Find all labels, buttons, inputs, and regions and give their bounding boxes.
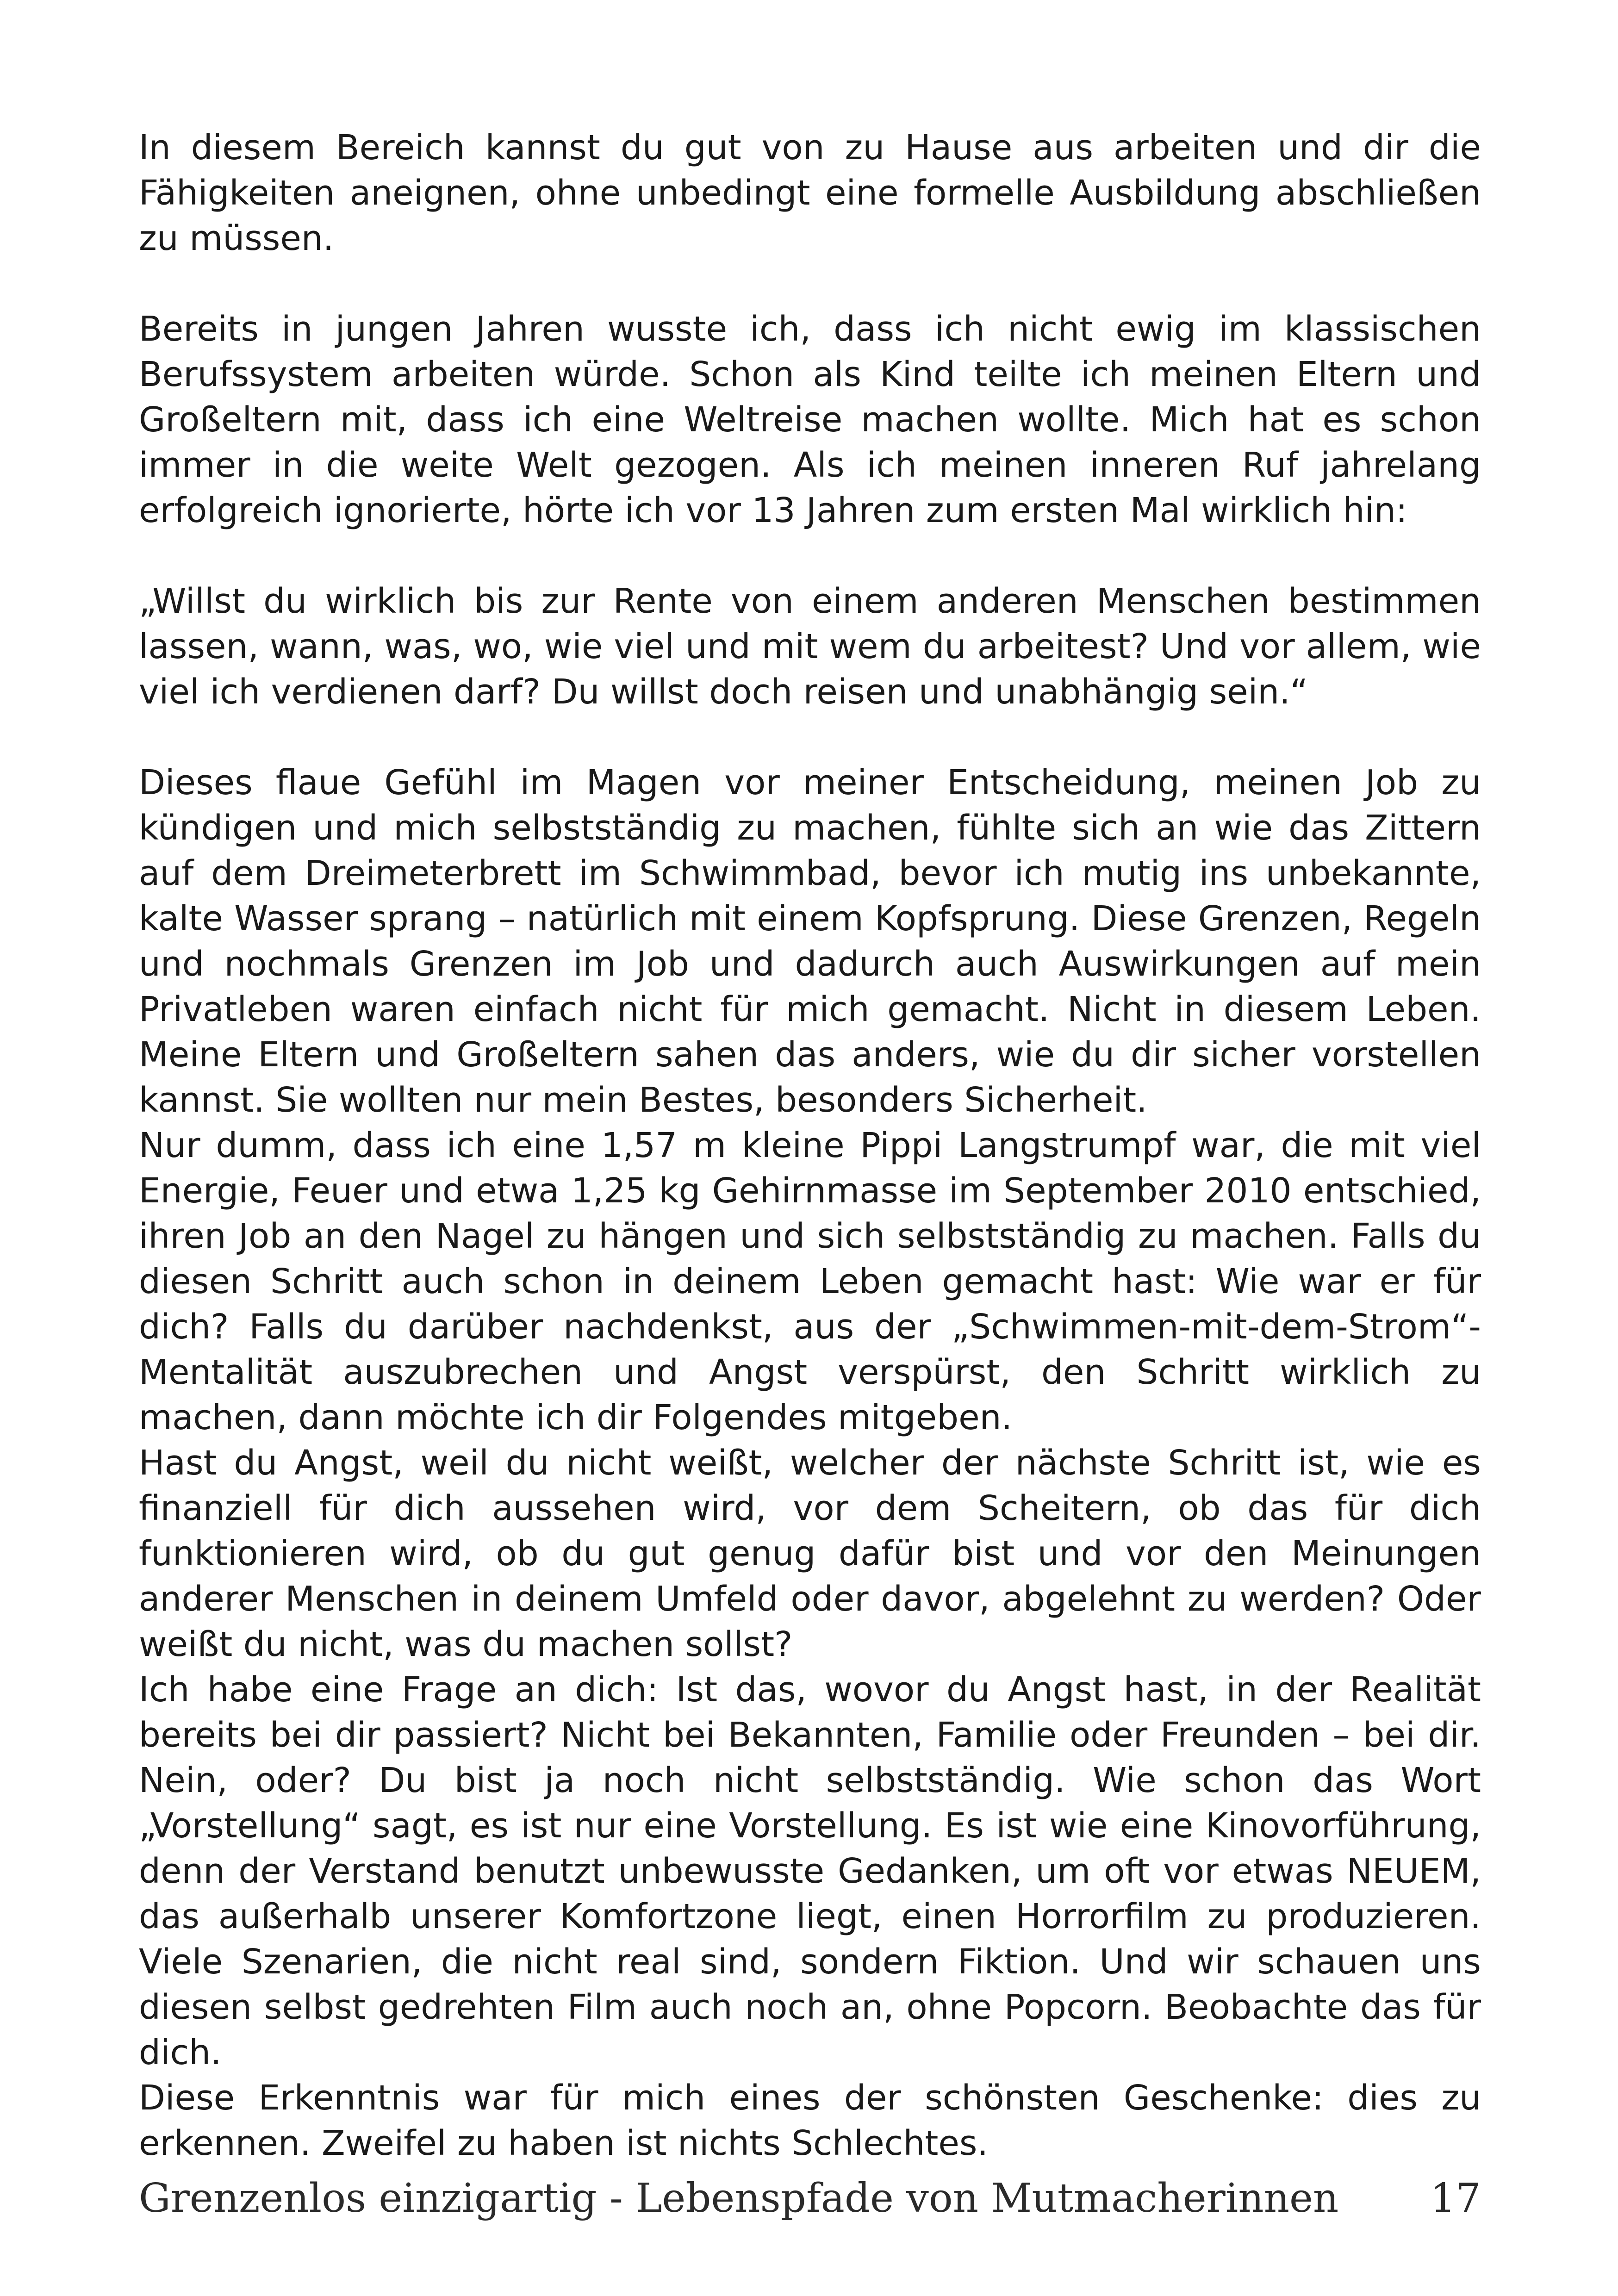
page-number: 17 [1430, 2175, 1481, 2221]
paragraph-career: Bereits in jungen Jahren wusste ich, dass ich nicht ewig im klassischen Berufssystem arbeiten würde. Schon als Kind teilte ich meinen Eltern und Großeltern mit, dass ich eine Weltreise machen wollte. Mich hat es schon immer in die weite Welt gezogen. Als ich meinen inneren Ruf jahrelang erfolgreich ignorierte, hörte ich vor 13 Jahren zum ersten Mal wirklich hin: [139, 309, 1481, 530]
paragraph-decision: Dieses flaue Gefühl im Magen vor meiner Entscheidung, meinen Job zu kündigen und mich selbstständig zu machen, fühlte sich an wie das Zittern auf dem Dreimeterbrett im Schwimmbad, bevor ich mutig ins unbekannte, kalte Wasser sprang – natürlich mit einem Kopfsprung. Diese Grenzen, Regeln und nochmals Grenzen im Job und dadurch auch Auswirkungen auf mein Privatleben waren einfach nicht für mich gemacht. Nicht in diesem Leben. Meine Eltern und Großeltern sahen das anders, wie du dir sicher vorstellen kannst. Sie wollten nur mein Bestes, besonders Sicherheit. [139, 763, 1481, 1120]
body-text [139, 125, 1481, 2166]
book-title: Grenzenlos einzigartig - Lebenspfade von Mutmacherinnen [139, 2175, 1339, 2221]
paragraph-insight: Diese Erkenntnis war für mich eines der schönsten Geschenke: dies zu erkennen. Zweifel zu haben ist nichts Schlechtes. [139, 2078, 1481, 2163]
paragraph-pippi: Nur dumm, dass ich eine 1,57 m kleine Pippi Langstrumpf war, die mit viel Energie, Feuer und etwa 1,25 kg Gehirnmasse im September 2010 entschied, ihren Job an den Nagel zu hängen und sich selbstständig zu machen. Falls du diesen Schritt auch schon in deinem Leben gemacht hast: Wie war er für dich? Falls du darüber nachdenkst, aus der „Schwimmen-mit-dem-Strom“-Mentalität auszubrechen und Angst verspürst, den Schritt wirklich zu machen, dann möchte ich dir Folgendes mitgeben. [139, 1126, 1481, 1437]
page-footer [139, 2171, 1481, 2226]
paragraph-intro: In diesem Bereich kannst du gut von zu Hause aus arbeiten und dir die Fähigkeiten aneignen, ohne unbedingt eine formelle Ausbildung abschließen zu müssen. [139, 128, 1481, 258]
paragraph-quote: „Willst du wirklich bis zur Rente von einem anderen Menschen bestimmen lassen, wann, was, wo, wie viel und mit wem du arbeitest? Und vor allem, wie viel ich verdienen darf? Du willst doch reisen und unabhängig sein.“ [139, 581, 1481, 712]
paragraph-question: Ich habe eine Frage an dich: Ist das, wovor du Angst hast, in der Realität bereits bei dir passiert? Nicht bei Bekannten, Familie oder Freunden – bei dir. Nein, oder? Du bist ja noch nicht selbstständig. Wie schon das Wort „Vorstellung“ sagt, es ist nur eine Vorstellung. Es ist wie eine Kinovorführung, denn der Verstand benutzt unbewusste Gedanken, um oft vor etwas NEUEM, das außerhalb unserer Komfortzone liegt, einen Horrorfilm zu produzieren. Viele Szenarien, die nicht real sind, sondern Fiktion. Und wir schauen uns diesen selbst gedrehten Film auch noch an, ohne Popcorn. Beobachte das für dich. [139, 1670, 1481, 2072]
paragraph-fear: Hast du Angst, weil du nicht weißt, welcher der nächste Schritt ist, wie es finanziell für dich aussehen wird, vor dem Scheitern, ob das für dich funktionieren wird, ob du gut genug dafür bist und vor den Meinungen anderer Menschen in deinem Umfeld oder davor, abgelehnt zu werden? Oder weißt du nicht, was du machen sollst? [139, 1443, 1481, 1664]
